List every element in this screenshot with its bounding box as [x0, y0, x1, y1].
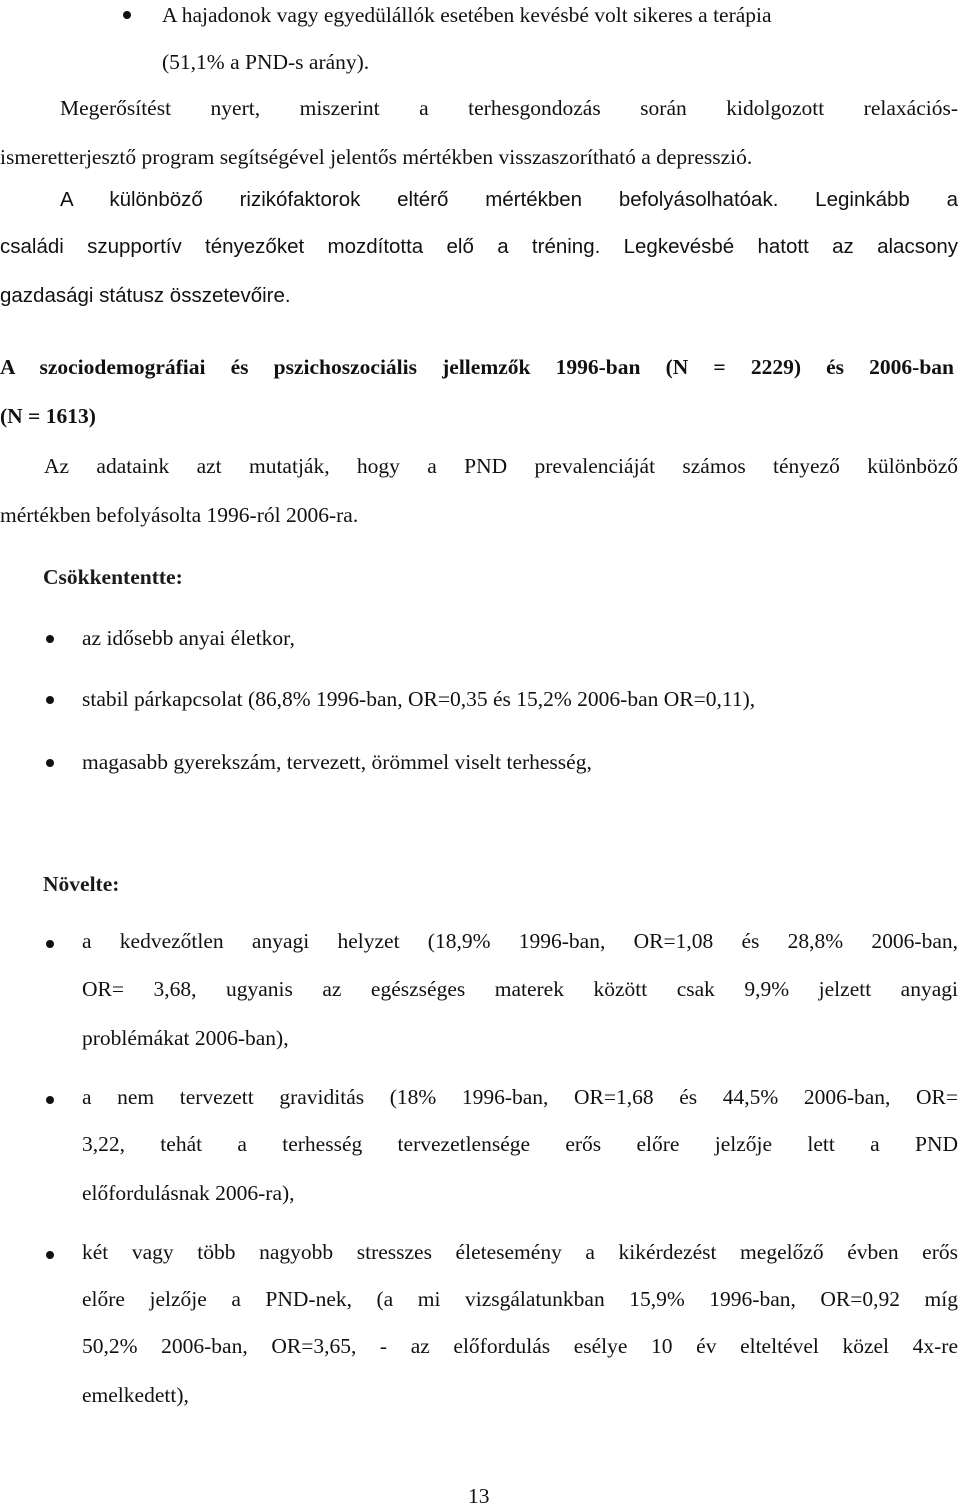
- list-item: [82, 931, 958, 953]
- list-item-line: 50,2% 2006-ban, OR=3,65, - az előfordulás esélye 10 év elteltével közel 4x-re: [82, 1334, 958, 1358]
- list-item-line: 3,22, tehát a terhesség tervezetlensége erős előre jelzője lett a PND: [82, 1132, 958, 1156]
- list-item-line: két vagy több nagyobb stresszes életesemény a kikérdezést megelőző évben erős: [82, 1240, 958, 1264]
- paragraph-line: gazdasági státusz összetevőire.: [0, 284, 291, 307]
- paragraph-line: ismeretterjesztő program segítségével jelentős mértékben visszaszorítható a depresszió.: [0, 145, 753, 169]
- section-heading-line: (N = 1613): [0, 404, 96, 428]
- bullet-icon: [46, 696, 54, 704]
- list-item-line: a kedvezőtlen anyagi helyzet (18,9% 1996-ban, OR=1,08 és 28,8% 2006-ban,: [82, 929, 958, 953]
- bullet-icon: [46, 940, 54, 948]
- paragraph-line: családi szupportív tényezőket mozdította elő a tréning. Legkevésbé hatott az alacsony: [0, 235, 958, 258]
- page-number: 13: [468, 1484, 490, 1508]
- list-item-line: előfordulásnak 2006-ra),: [82, 1181, 295, 1205]
- list-item: [82, 1087, 958, 1109]
- paragraph-relaxation: [0, 98, 958, 120]
- bullet-icon: [46, 759, 54, 767]
- increased-heading: Növelte:: [43, 872, 120, 896]
- bullet-icon: [46, 635, 54, 643]
- bullet-icon: [123, 11, 131, 19]
- decreased-heading: Csökkententte:: [43, 565, 183, 589]
- bullet-icon: [46, 1251, 54, 1259]
- list-item-line: előre jelzője a PND-nek, (a mi vizsgálatunkban 15,9% 1996-ban, OR=0,92 míg: [82, 1287, 958, 1311]
- paragraph-line: Az adataink azt mutatják, hogy a PND prevalenciáját számos tényező különböző: [44, 454, 958, 478]
- paragraph-data: [0, 456, 958, 478]
- list-item-line: problémákat 2006-ban),: [82, 1026, 289, 1050]
- paragraph-line: mértékben befolyásolta 1996-ról 2006-ra.: [0, 503, 359, 527]
- section-heading-line: A szociodemográfiai és pszichoszociális jellemzők 1996-ban (N = 2229) és 2006-ban: [0, 355, 954, 379]
- paragraph-line: A különböző rizikófaktorok eltérő mértékben befolyásolhatóak. Leginkább a: [60, 188, 958, 211]
- intro-bullet-line-2: (51,1% a PND-s arány).: [162, 50, 370, 74]
- list-item: [82, 1242, 958, 1264]
- list-item-line: OR= 3,68, ugyanis az egészséges materek között csak 9,9% jelzett anyagi: [82, 977, 958, 1001]
- paragraph-risk-factors: [0, 190, 958, 211]
- intro-bullet-line-1: A hajadonok vagy egyedülállók esetében kevésbé volt sikeres a terápia: [162, 3, 772, 27]
- list-item-line: emelkedett),: [82, 1383, 189, 1407]
- list-item: magasabb gyerekszám, tervezett, örömmel viselt terhesség,: [82, 750, 592, 774]
- list-item: az idősebb anyai életkor,: [82, 626, 295, 650]
- list-item: stabil párkapcsolat (86,8% 1996-ban, OR=0,35 és 15,2% 2006-ban OR=0,11),: [82, 687, 756, 711]
- list-item-line: a nem tervezett graviditás (18% 1996-ban, OR=1,68 és 44,5% 2006-ban, OR=: [82, 1085, 958, 1109]
- paragraph-line: Megerősítést nyert, miszerint a terhesgondozás során kidolgozott relaxációs-: [60, 96, 958, 120]
- bullet-icon: [46, 1096, 54, 1104]
- section-heading: [0, 357, 954, 379]
